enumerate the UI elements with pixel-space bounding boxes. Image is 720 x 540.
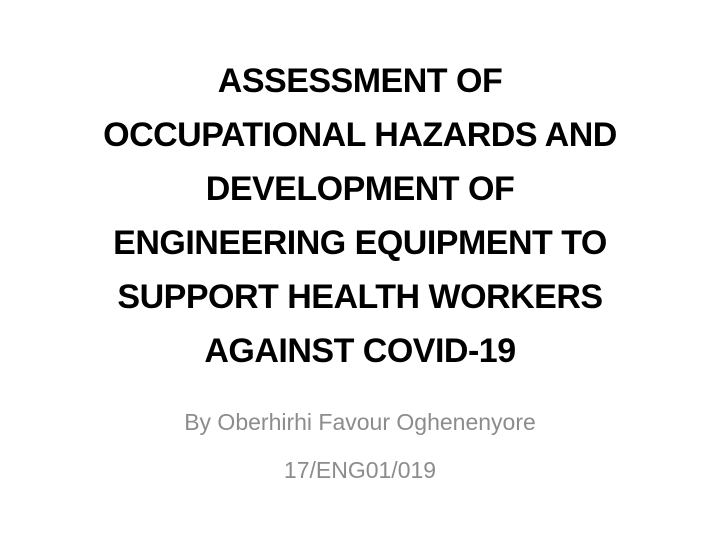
title-line: SUPPORT HEALTH WORKERS xyxy=(117,278,603,316)
student-id: 17/ENG01/019 xyxy=(283,457,437,483)
slide-title xyxy=(60,54,660,378)
title-line: ASSESSMENT OF xyxy=(217,62,503,100)
slide-subtitle xyxy=(60,398,660,494)
title-line: ENGINEERING EQUIPMENT TO xyxy=(113,224,607,262)
title-line: DEVELOPMENT OF xyxy=(205,170,515,208)
title-line: AGAINST COVID-19 xyxy=(204,332,516,370)
title-line: OCCUPATIONAL HAZARDS AND xyxy=(103,116,617,154)
author-name: By Oberhirhi Favour Oghenenyore xyxy=(184,409,536,435)
